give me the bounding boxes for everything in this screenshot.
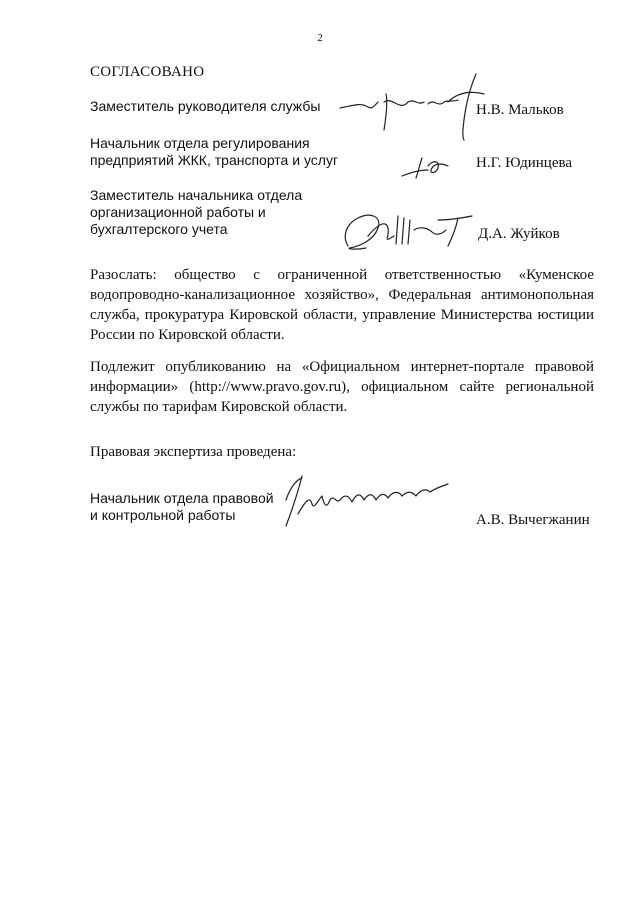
signatory-1-name: Н.В. Мальков [476,102,564,118]
signature-vychegzhanin [280,470,460,530]
page-number: 2 [317,32,323,44]
signature-yudintseva [398,148,458,184]
legal-review-position: Начальник отдела правовой и контрольной работы [90,490,274,523]
legal-review-statement: Правовая экспертиза проведена: [90,444,297,460]
publication-paragraph: Подлежит опубликованию на «Официальном интернет-портале правовой информации» (http://www.pravo.gov.ru), официальном сайте региональной службы по тарифам Кировской области. [90,359,594,415]
signatory-3-position: Заместитель начальника отдела организационной работы и бухгалтерского учета [90,187,303,237]
signatory-3-name: Д.А. Жуйков [478,226,560,242]
signatory-1-position: Заместитель руководителя службы [90,98,321,114]
approval-heading: СОГЛАСОВАНО [90,64,205,80]
signature-zhuikov [338,206,478,256]
signatory-2-position: Начальник отдела регулирования предприятий ЖКК, транспорта и услуг [90,135,339,168]
legal-review-name: А.В. Вычегжанин [476,512,590,528]
signatory-2-name: Н.Г. Юдинцева [476,155,573,171]
distribution-paragraph: Разослать: общество с ограниченной ответственностью «Куменское водопроводно-канализационное хозяйство», Федеральная антимонопольная служба, прокуратура Кировской области, управление Министерства юстиции России по Кировской области. [90,267,594,343]
signature-malkov [338,72,488,142]
